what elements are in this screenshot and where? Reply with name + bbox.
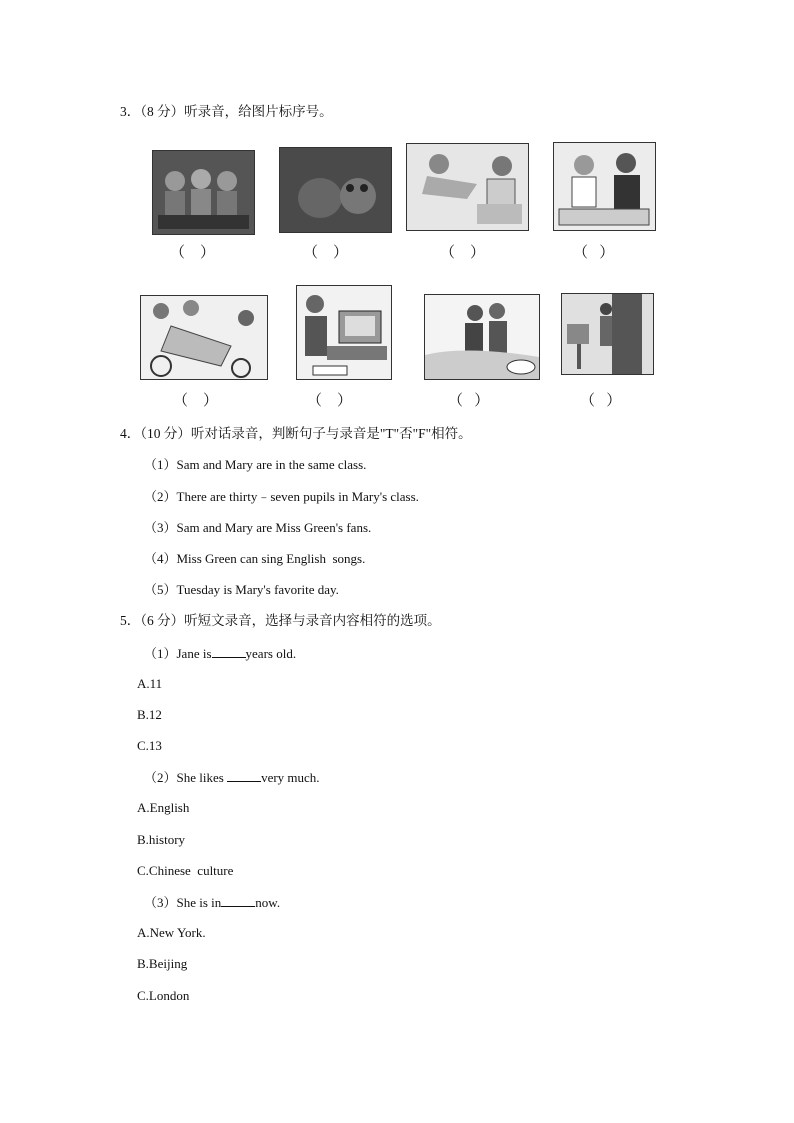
answer-blank[interactable] (227, 769, 261, 782)
classroom-door-picture (561, 293, 654, 375)
q4-statement-4: （4）Miss Green can sing English songs. (144, 551, 366, 566)
bedside-visit-picture (553, 142, 656, 231)
answer-paren-6: （ ） (307, 393, 353, 409)
family-dinner-picture (152, 150, 255, 235)
answer-paren-8: （ ） (580, 393, 622, 409)
q4-statement-1: （1）Sam and Mary are in the same class. (144, 457, 367, 472)
q5-q3-option-b[interactable]: B.Beijing (137, 956, 188, 971)
question-3-heading: 3．（8 分）听录音，给图片标序号。 (120, 104, 333, 119)
q5-question-1: （1）Jane is years old. (144, 646, 297, 661)
q5-q2-option-a[interactable]: A.English (137, 800, 190, 815)
q5-q2-option-b[interactable]: B.history (137, 832, 186, 847)
answer-blank[interactable] (221, 894, 255, 907)
answer-paren-2: （ ） (303, 245, 349, 261)
q5-question-3: （3）She is in now. (144, 895, 281, 910)
answer-blank[interactable] (212, 645, 246, 658)
q5-q3-option-a[interactable]: A.New York. (137, 925, 206, 940)
question-4-heading: 4．（10 分）听对话录音，判断句子与录音是"T"否"F"相符。 (120, 426, 472, 441)
answer-paren-3: （ ） (440, 245, 486, 261)
q4-statement-2: （2）There are thirty﹣seven pupils in Mary's class. (144, 489, 419, 504)
orangutans-picture (279, 147, 392, 233)
q5-question-2: （2）She likes very much. (144, 770, 320, 785)
computer-good-idea-picture (296, 285, 392, 380)
q5-q1-option-c[interactable]: C.13 (137, 738, 162, 753)
answer-paren-4: （ ） (573, 245, 615, 261)
q5-q3-option-c[interactable]: C.London (137, 988, 190, 1003)
question-5-heading: 5．（6 分）听短文录音，选择与录音内容相符的选项。 (120, 613, 441, 628)
answer-paren-1: （ ） (170, 245, 216, 261)
hospital-visit-picture (406, 143, 529, 231)
q4-statement-3: （3）Sam and Mary are Miss Green's fans. (144, 520, 372, 535)
q5-q1-option-a[interactable]: A.11 (137, 676, 163, 691)
answer-paren-5: （ ） (173, 393, 219, 409)
q5-q2-option-c[interactable]: C.Chinese culture (137, 863, 234, 878)
answer-paren-7: （ ） (448, 393, 490, 409)
hikers-all-right-picture (424, 294, 540, 380)
street-bicycles-picture (140, 295, 268, 380)
q4-statement-5: （5）Tuesday is Mary's favorite day. (144, 582, 339, 597)
q5-q1-option-b[interactable]: B.12 (137, 707, 162, 722)
